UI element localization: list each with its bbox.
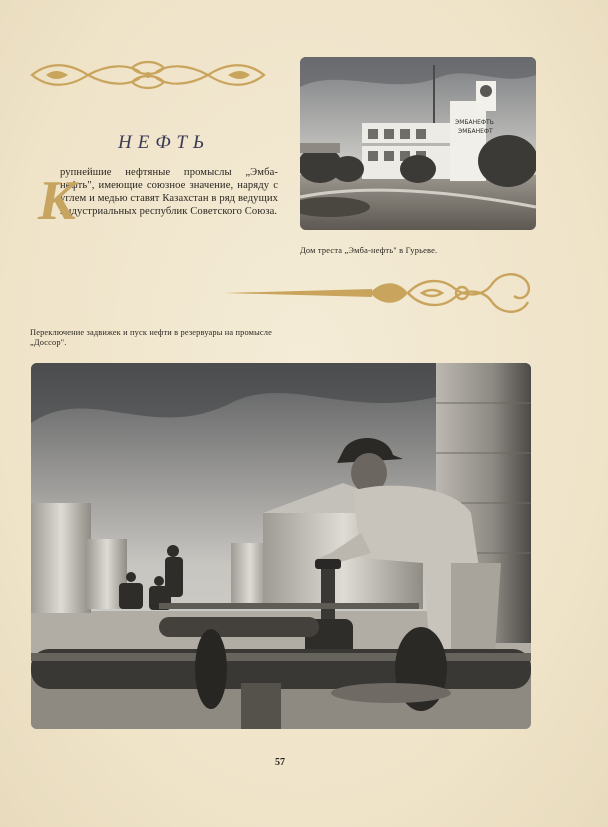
intro-block — [38, 166, 278, 232]
caption-top-photo: Дом треста „Эмба-нефть" в Гурьеве. — [300, 246, 438, 255]
building-sign-line1: ЭМБАНЕФТЬ — [455, 119, 494, 126]
gold-ornament-middle — [222, 268, 536, 318]
caption-main-photo: Переключение задвижек и пуск нефти в резервуары на промысле „Доссор". — [30, 328, 272, 347]
gold-ornament-top — [28, 58, 268, 92]
section-title: НЕФТЬ — [118, 132, 211, 153]
page-number: 57 — [275, 757, 285, 768]
photo-oil-valves-dossor — [31, 363, 531, 729]
building-sign-line2: ЭМБАНЕФТ — [458, 128, 493, 135]
drop-cap: К — [38, 170, 76, 232]
photo-emba-neft-building — [300, 57, 536, 230]
intro-paragraph: рупнейшие нефтяные промыслы „Эмба-нефть", имеющие союзное значение, наряду с углем и медью ставят Казахстан в ряд ведущих индустриальных республик Советского Союза. — [60, 167, 278, 217]
